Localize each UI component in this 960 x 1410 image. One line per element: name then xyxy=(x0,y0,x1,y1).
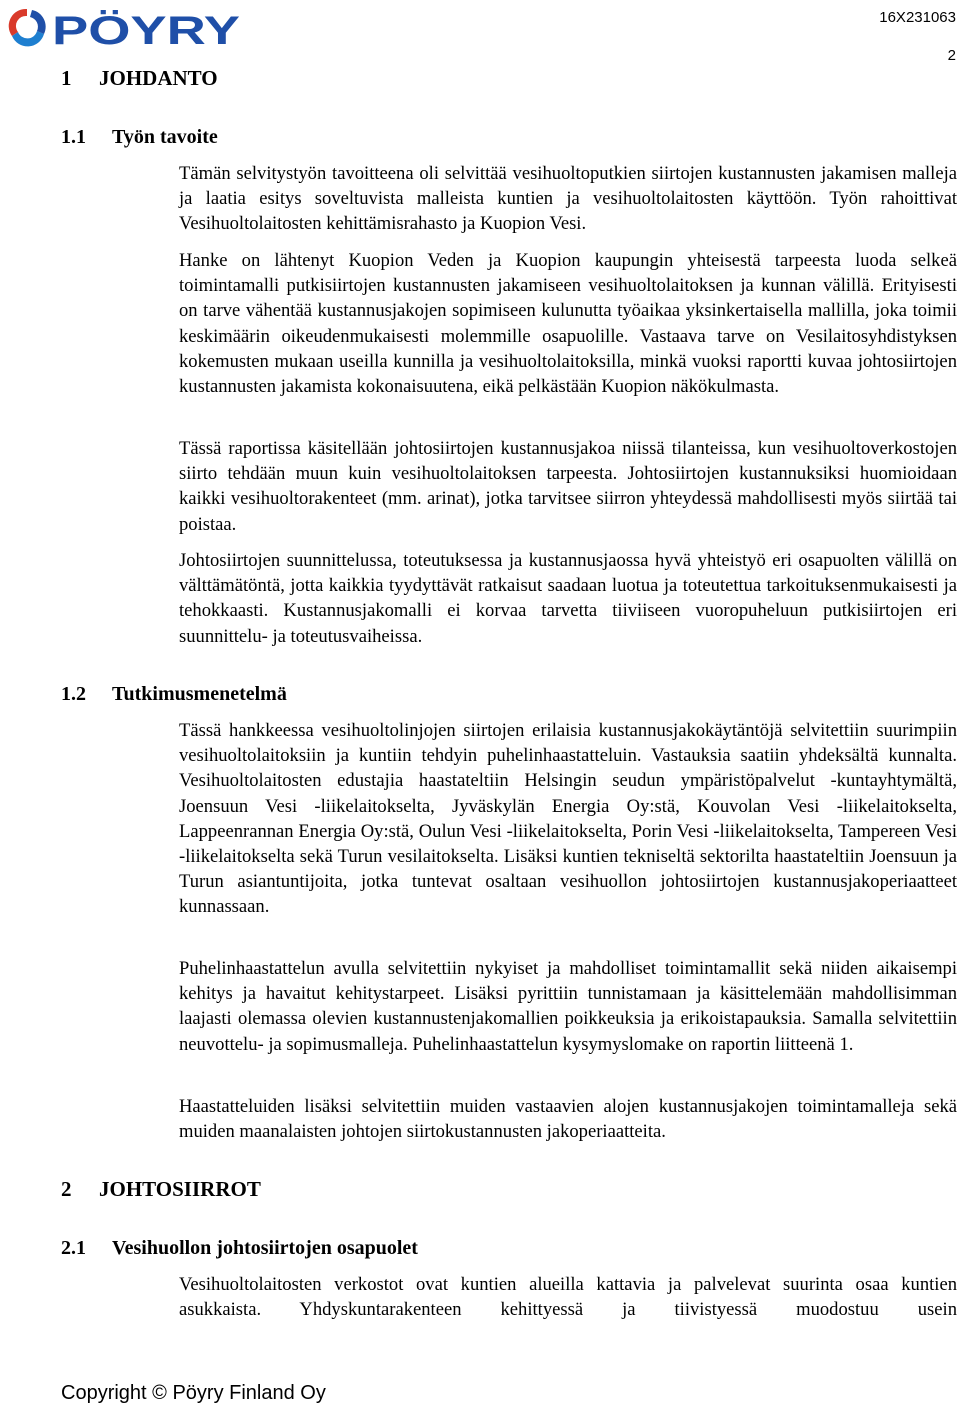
heading-title: Tutkimusmenetelmä xyxy=(112,683,287,705)
heading-section-1-1 xyxy=(61,126,218,149)
paragraph: Puhelinhaastattelun avulla selvitettiin nykyiset ja mahdolliset toimintamallit sekä niiden aikaisempi kehitys ja havaitut kehitystarpeet. Lisäksi pyrittiin tunnistamaan ja käsittelemään mahdollisimman laajasti olemassa olevien kustannustenjakomallien poikkeuksia ja erikoistapauksia. Samalla selvitettiin neuvottelu- ja sopimusmalleja. Puhelinhaastattelun kysymyslomake on raportin liitteenä 1. xyxy=(179,958,957,1055)
heading-title: Työn tavoite xyxy=(112,126,218,148)
footer-copyright: Copyright © Pöyry Finland Oy xyxy=(61,1382,326,1404)
page-header xyxy=(0,0,960,64)
paragraph: Vesihuoltolaitosten verkostot ovat kuntien alueilla kattavia ja palvelevat suurinta osaa kuntien asukkaista. Yhdyskuntarakenteen kehittyessä ja tiivistyessä muodostuu usein xyxy=(179,1274,957,1321)
paragraph: Haastatteluiden lisäksi selvitettiin muiden vastaavien alojen kustannusjakojen toimintamalleja sekä muiden maanalaisten johtojen siirtokustannusten jakoperiaatteita. xyxy=(179,1096,957,1143)
heading-number: 1.2 xyxy=(61,683,86,705)
poyry-logo xyxy=(6,5,242,51)
heading-section-2 xyxy=(61,1177,261,1202)
paragraph: Johtosiirtojen suunnittelussa, toteutuksessa ja kustannusjaossa hyvä yhteistyö eri osapuolten välillä on välttämätöntä, jotta kaikkia tyydyttävät ratkaisut saadaan luotua ja toteutettua tarkoituksenmukaisesti ja tehokkaasti. Kustannusjakomalli ei korvaa tarvetta tiiviiseen vuoropuheluun putkisiirtojen eri suunnittelu- ja toteutusvaiheissa. xyxy=(179,550,957,647)
heading-number: 1 xyxy=(61,66,72,90)
heading-number: 2.1 xyxy=(61,1237,86,1259)
paragraph: Tässä hankkeessa vesihuoltolinjojen siirtojen erilaisia kustannusjakokäytäntöjä selvitettiin suurimpiin vesihuoltolaitoksiin ja kuntiin tehdyin puhelinhaastatteluin. Vastauksia saatiin yhdeksältä kunnalta. Vesihuoltolaitosten edustajia haastateltiin Helsingin seudun ympäristöpalvelut -kuntayhtymältä, Joensuun Vesi -liikelaitokselta, Jyväskylän Energia Oy:stä, Kouvolan Vesi -liikelaitokselta, Lappeenrannan Energia Oy:stä, Oulun Vesi -liikelaitokselta, Porin Vesi -liikelaitokselta, Tampereen Vesi -liikelaitokselta sekä Turun vesilaitokselta. Lisäksi kuntien tekniseltä sektorilta haastateltiin Joensuun ja Turun asiantuntijoita, jotka tuntevat osaltaan vesihuollon johtosiirtojen kustannusjakoperiaatteet kunnassaan. xyxy=(179,720,957,918)
heading-title: JOHDANTO xyxy=(99,66,218,90)
paragraph: Tämän selvitystyön tavoitteena oli selvittää vesihuoltoputkien siirtojen kustannusten jakamisen malleja ja laatia esitys soveltuvista malleista kuntien ja vesihuoltolaitosten käyttöön. Työn rahoittivat Vesihuoltolaitosten kehittämisrahasto ja Kuopion Vesi. xyxy=(179,163,957,235)
poyry-swirl-icon xyxy=(9,9,46,46)
heading-number: 1.1 xyxy=(61,126,86,148)
paragraph: Tässä raportissa käsitellään johtosiirtojen kustannusjakoa niissä tilanteissa, kun vesihuoltoverkostojen siirto tehdään muun kuin vesihuoltolaitoksen tarpeesta. Johtosiirtojen kustannuksiksi huomioidaan kaikki vesihuoltorakenteet (mm. arinat), jotka tarvitsee siirron yhteydessä mahdollisesti myös siirtää tai poistaa. xyxy=(179,438,957,535)
heading-title: JOHTOSIIRROT xyxy=(99,1177,261,1201)
heading-section-2-1 xyxy=(61,1237,418,1260)
heading-title: Vesihuollon johtosiirtojen osapuolet xyxy=(112,1237,418,1259)
document-id: 16X231063 xyxy=(879,9,956,26)
page-number: 2 xyxy=(947,47,956,64)
paragraph: Hanke on lähtenyt Kuopion Veden ja Kuopion kaupungin yhteisestä tarpeesta luoda selkeä toimintamalli putkisiirtojen kustannusten jakamiseen vesihuoltolaitoksen ja kunnan välillä. Erityisesti on tarve vähentää kustannusjakojen sopimiseen kulunutta työaikaa yksinkertaisella mallilla, joka toimii keskimäärin oikeudenmukaisesti molemmille osapuolille. Vastaava tarve on Vesilaitosyhdistyksen kokemusten mukaan useilla kunnilla ja vesihuoltolaitoksilla, minkä vuoksi raportti kuvaa johtosiirtojen kustannusten jakamista kokonaisuutena, eikä pelkästään Kuopion näkökulmasta. xyxy=(179,250,957,398)
heading-section-1 xyxy=(61,66,218,91)
brand-wordmark: PÖYRY xyxy=(52,9,191,51)
heading-number: 2 xyxy=(61,1177,72,1201)
heading-section-1-2 xyxy=(61,683,287,706)
